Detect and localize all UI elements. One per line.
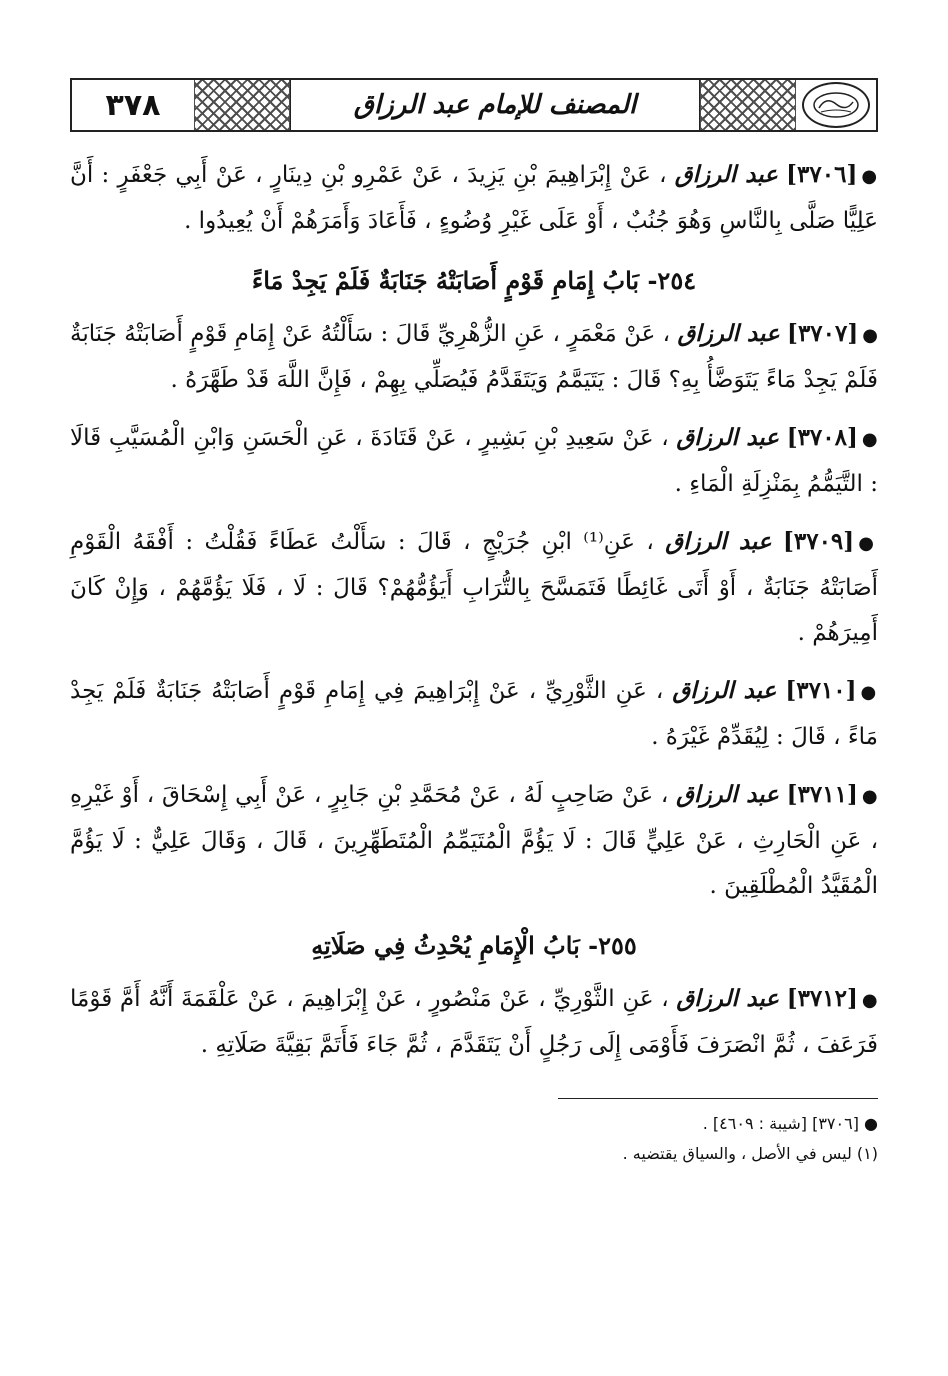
entry-number: [٣٧٠٩]	[782, 528, 855, 555]
hadith-entry-3712	[70, 976, 878, 1068]
book-page	[70, 78, 878, 1169]
hadith-entry-3706	[70, 152, 878, 244]
bullet-icon: ●	[861, 990, 878, 1011]
entry-author: عبد الرزاق	[665, 528, 772, 555]
entry-author: عبد الرزاق	[676, 985, 779, 1012]
entry-number: [٣٧٠٨]	[786, 424, 858, 451]
entry-author: عبد الرزاق	[677, 320, 780, 347]
book-seal-logo	[802, 82, 870, 128]
running-title: المصنف للإمام عبد الرزاق	[290, 80, 700, 130]
entry-author: عبد الرزاق	[676, 781, 779, 808]
ornament-panel-left	[194, 80, 290, 130]
entry-text: ، عَنْ مَعْمَرٍ ، عَنِ الزُّهْرِيِّ قَالَ : سَأَلْتُهُ عَنْ إِمَامِ قَوْمٍ أَصَابَتْهُ جَنَابَةٌ فَلَمْ يَجِدْ مَاءً يَتَوَضَّأُ بِهِ؟ قَالَ : يَتَيَمَّمُ وَيَتَقَدَّمُ فَيُصَلِّي بِهِمْ ، فَإِنَّ اللَّهَ قَدْ طَهَّرَهُ .	[70, 321, 878, 393]
entry-text: ، عَنِ الثَّوْرِيِّ ، عَنْ مَنْصُورٍ ، عَنْ إِبْرَاهِيمَ ، عَنْ عَلْقَمَةَ أَنَّهُ أَمَّ قَوْمًا فَرَعَفَ ، ثُمَّ انْصَرَفَ فَأَوْمَى إِلَى رَجُلٍ أَنْ يَتَقَدَّمَ ، ثُمَّ جَاءَ فَأَتَمَّ بَقِيَّةَ صَلَاتِهِ .	[70, 986, 878, 1058]
page-number: ٣٧٨	[105, 87, 161, 123]
hadith-entry-3710	[70, 668, 878, 760]
entry-number: [٣٧١١]	[786, 781, 858, 808]
footnote-reference: ● [٣٧٠٦] [شيبة : ٤٦٠٩] .	[702, 1114, 878, 1133]
bullet-icon: ●	[862, 325, 879, 346]
hadith-entry-3711	[70, 772, 878, 909]
footnote-separator	[558, 1098, 878, 1099]
chapter-heading-254: ٢٥٤- بَابُ إِمَامِ قَوْمٍ أَصَابَتْهُ جَنَابَةٌ فَلَمْ يَجِدْ مَاءً	[251, 266, 697, 295]
page-header	[70, 78, 878, 132]
bullet-icon: ●	[858, 533, 878, 554]
entry-author: عبد الرزاق	[672, 677, 777, 704]
hadith-entry-3707	[70, 311, 878, 403]
entry-text: ، عَنْ سَعِيدِ بْنِ بَشِيرٍ ، عَنْ قَتَادَةَ ، عَنِ الْحَسَنِ وَابْنِ الْمُسَيَّبِ قَالَا : التَّيَمُّمُ بِمَنْزِلَةِ الْمَاءِ .	[70, 425, 878, 497]
ornament-panel-right	[700, 80, 796, 130]
entry-number: [٣٧١٢]	[786, 985, 858, 1012]
hadith-entry-3709	[70, 519, 878, 656]
bullet-icon: ●	[861, 429, 878, 450]
bullet-icon: ●	[860, 682, 878, 703]
entry-number: [٣٧٠٧]	[787, 320, 859, 347]
entry-number: [٣٧١٠]	[785, 677, 857, 704]
footnote-1: (١) ليس في الأصل ، والسياق يقتضيه .	[622, 1144, 878, 1163]
chapter-heading-255: ٢٥٥- بَابُ الْإِمَامِ يُحْدِثُ فِي صَلَاتِهِ	[311, 931, 637, 960]
entry-text: ، عَنِ⁽¹⁾ ابْنِ جُرَيْجٍ ، قَالَ : سَأَلْتُ عَطَاءً فَقُلْتُ : أَفْقَهُ الْقَوْمِ أَصَابَتْهُ جَنَابَةٌ ، أَوْ أَتَى غَائِطًا فَتَمَسَّحَ بِالتُّرَابِ أَيَؤُمُّهُمْ؟ قَالَ : لَا ، فَلَا يَؤُمَّهُمْ ، وَإِنْ كَانَ أَمِيرَهُمْ .	[70, 529, 878, 646]
entry-text: ، عَنِ الثَّوْرِيِّ ، عَنْ إِبْرَاهِيمَ فِي إِمَامِ قَوْمٍ أَصَابَتْهُ جَنَابَةٌ فَلَمْ يَجِدْ مَاءً ، قَالَ : لِيُقَدِّمْ غَيْرَهُ .	[70, 678, 878, 750]
entry-author: عبد الرزاق	[674, 161, 778, 188]
entry-number: [٣٧٠٦]	[786, 161, 858, 188]
bullet-icon: ●	[861, 786, 879, 807]
bullet-icon: ●	[861, 166, 879, 187]
entry-text: ، عَنْ صَاحِبٍ لَهُ ، عَنْ مُحَمَّدِ بْنِ جَابِرٍ ، عَنْ أَبِي إِسْحَاقَ ، أَوْ غَيْرِهِ ، عَنِ الْحَارِثِ ، عَنْ عَلِيٍّ قَالَ : لَا يَؤُمَّ الْمُتَيَمِّمُ الْمُتَطَهِّرِينَ ، قَالَ ، وَقَالَ عَلِيٌّ : لَا يَؤُمَّ الْمُقَيَّدُ الْمُطْلَقِينَ .	[70, 782, 878, 899]
entry-text: ، عَنْ إِبْرَاهِيمَ بْنِ يَزِيدَ ، عَنْ عَمْرِو بْنِ دِينَارٍ ، عَنْ أَبِي جَعْفَرٍ : أَنَّ عَلِيًّا صَلَّى بِالنَّاسِ وَهُوَ جُنُبٌ ، أَوْ عَلَى غَيْرِ وُضُوءٍ ، فَأَعَادَ وَأَمَرَهُمْ أَنْ يُعِيدُوا .	[70, 162, 878, 234]
calligraphy-seal-icon	[811, 90, 861, 120]
entry-author: عبد الرزاق	[676, 424, 779, 451]
hadith-entry-3708	[70, 415, 878, 507]
